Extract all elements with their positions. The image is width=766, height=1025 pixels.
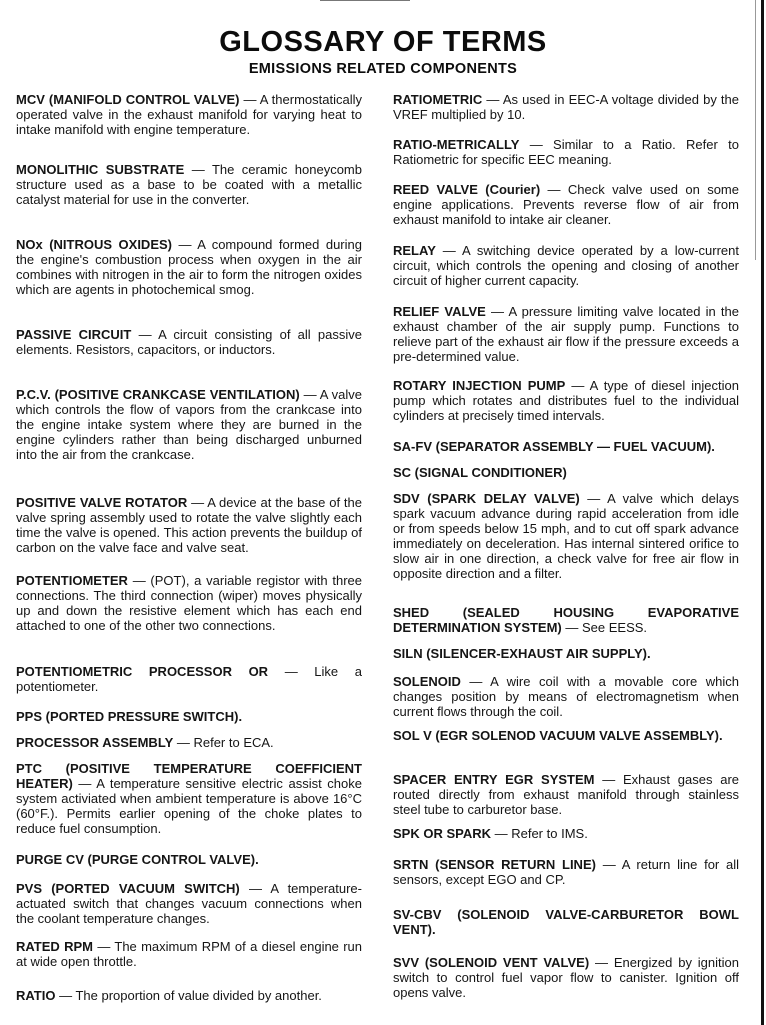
entry-term: PTC (POSITIVE TEMPERATURE COEFFICIENT HEATER) (16, 761, 362, 791)
glossary-entry-positive-valve-rotator (16, 495, 362, 555)
entry-definition: — A device at the base of the valve spring assembly used to rotate the valve slightly each time the valve is opened. This action prevents the buildup of carbon on the valve face and valve seat. (16, 495, 362, 555)
entry-term: P.C.V. (POSITIVE CRANKCASE VENTILATION) (16, 387, 300, 402)
entry-term: SC (SIGNAL CONDITIONER) (393, 465, 567, 480)
glossary-entry-ratio-metrically (393, 137, 739, 167)
entry-definition: — As used in EEC-A voltage divided by the VREF multiplied by 10. (393, 92, 739, 122)
glossary-entry-sdv (393, 491, 739, 581)
entry-definition: — A valve which controls the flow of vapors from the crankcase into the engine intake system where they are burned in the engine cylinders rather than being discharged unburned into the air from the crankcase. (16, 387, 362, 462)
glossary-entry-rated-rpm (16, 939, 362, 969)
glossary-entry-rotary-injection-pump (393, 378, 739, 423)
page-title: GLOSSARY OF TERMS (219, 26, 547, 58)
entry-definition: — A circuit consisting of all passive elements. Resistors, capacitors, or inductors. (16, 327, 363, 357)
glossary-entry-potentiometric-processor (16, 664, 362, 694)
entry-term: SA-FV (SEPARATOR ASSEMBLY — FUEL VACUUM). (393, 439, 715, 454)
entry-definition: — A return line for all sensors, except EGO and CP. (393, 857, 740, 887)
entry-term: POSITIVE VALVE ROTATOR (16, 495, 188, 510)
entry-term: POTENTIOMETRIC PROCESSOR OR (16, 664, 269, 679)
glossary-entry-reed-valve (393, 182, 739, 227)
entry-definition: — A pressure limiting valve located in the exhaust chamber of the air supply pump. Functions to relieve part of the exhaust air flow if the pressure exceeds a pre-determined value. (393, 304, 740, 364)
glossary-entry-ratio (16, 988, 366, 1003)
glossary-entry-spk (393, 826, 739, 841)
entry-definition: — (POT), a variable registor with three connections. The third connection (wiper) moves physically up and down the resistive element which has each end attached to one of the other two connections. (16, 573, 362, 633)
entry-definition: — A type of diesel injection pump which rotates and distributes fuel to the individual cylinders at precisely timed intervals. (393, 378, 739, 423)
entry-term: SDV (SPARK DELAY VALVE) (393, 491, 580, 506)
entry-definition: — The ceramic honeycomb structure used as a base to be coated with a metallic catalyst material for use in the converter. (16, 162, 362, 207)
glossary-entry-monolithic-substrate (16, 162, 362, 207)
entry-term: SOLENOID (393, 674, 461, 689)
glossary-entry-spacer-entry-egr (393, 772, 739, 817)
glossary-entry-siln (393, 646, 739, 661)
entry-definition: — Check valve used on some engine applications. Prevents reverse flow of air from exhaust manifold to intake air cleaner. (393, 182, 739, 227)
glossary-entry-nox (16, 237, 362, 297)
page-edge (761, 0, 764, 1025)
glossary-entry-sc (393, 465, 739, 480)
scan-line (320, 0, 410, 1)
entry-definition: — See EESS. (561, 620, 648, 635)
glossary-entry-passive-circuit (16, 327, 362, 357)
entry-term: RATED RPM (16, 939, 94, 954)
entry-definition: — Similar to a Ratio. Refer to Ratiometric for specific EEC meaning. (393, 137, 739, 167)
glossary-entry-sv-cbv (393, 907, 739, 937)
entry-term: PURGE CV (PURGE CONTROL VALVE). (16, 852, 259, 867)
entry-term: SVV (SOLENOID VENT VALVE) (393, 955, 590, 970)
entry-term: SPACER ENTRY EGR SYSTEM (393, 772, 595, 787)
glossary-entry-sa-fv (393, 439, 745, 454)
entry-term: SILN (SILENCER-EXHAUST AIR SUPPLY). (393, 646, 651, 661)
entry-term: SV-CBV (SOLENOID VALVE-CARBURETOR BOWL VENT). (393, 907, 739, 937)
entry-term: PASSIVE CIRCUIT (16, 327, 132, 342)
glossary-entry-mcv (16, 92, 362, 137)
entry-term: RATIO (16, 988, 56, 1003)
entry-definition: — Like a potentiometer. (16, 664, 362, 694)
entry-definition: — A compound formed during the engine's combustion process when oxygen in the air combines with nitrogen in the air to form the nitrogen oxides which are agents in photochemical smog. (16, 237, 362, 297)
glossary-entry-sol-v (393, 728, 739, 743)
entry-term: RATIOMETRIC (393, 92, 483, 107)
entry-definition: — Energized by ignition switch to control fuel vapor flow to canister. Ignition off opens valve. (393, 955, 739, 1000)
entry-definition: — Refer to ECA. (173, 735, 274, 750)
entry-definition: — A wire coil with a movable core which changes position by means of electromagnetism when current flows through the coil. (393, 674, 739, 719)
entry-term: NOx (NITROUS OXIDES) (16, 237, 172, 252)
entry-term: SOL V (EGR SOLENOD VACUUM VALVE ASSEMBLY). (393, 728, 723, 743)
entry-term: POTENTIOMETER (16, 573, 128, 588)
entry-term: RATIO-METRICALLY (393, 137, 520, 152)
entry-term: ROTARY INJECTION PUMP (393, 378, 566, 393)
glossary-entry-pvs (16, 881, 362, 926)
entry-definition: — A valve which delays spark vacuum advance during rapid acceleration from idle or from speeds below 15 mph, and to cut off spark advance immediately on deceleration. Has internal sintered orifice to slow air in one direction, a check valve for free air flow in opposite direction and a filter. (393, 491, 739, 581)
glossary-entry-potentiometer (16, 573, 362, 633)
glossary-entry-shed (393, 605, 739, 635)
entry-term: PVS (PORTED VACUUM SWITCH) (16, 881, 240, 896)
entry-term: RELAY (393, 243, 436, 258)
glossary-entry-pcv (16, 387, 362, 462)
entry-term: MONOLITHIC SUBSTRATE (16, 162, 185, 177)
glossary-entry-purge-cv (16, 852, 362, 867)
entry-definition: — Refer to IMS. (491, 826, 588, 841)
entry-term: PROCESSOR ASSEMBLY (16, 735, 174, 750)
page-subtitle: EMISSIONS RELATED COMPONENTS (248, 61, 518, 77)
glossary-entry-srtn (393, 857, 739, 887)
glossary-entry-solenoid (393, 674, 739, 719)
glossary-entry-svv (393, 955, 739, 1000)
entry-definition: — A thermostatically operated valve in the exhaust manifold for varying heat to intake manifold with engine temperature. (16, 92, 362, 137)
glossary-entry-ratiometric (393, 92, 739, 122)
entry-term: RELIEF VALVE (393, 304, 486, 319)
entry-definition: — A temperature-actuated switch that changes vacuum connections when the coolant temperature changes. (16, 881, 362, 926)
entry-definition: — The proportion of value divided by another. (55, 988, 322, 1003)
entry-term: REED VALVE (Courier) (393, 182, 541, 197)
glossary-entry-relay (393, 243, 739, 288)
entry-definition: — A temperature sensitive electric assist choke system activiated when ambient temperature is above 16°C (60°F.). Permits earlier opening of the choke plates to reduce fuel consumption. (16, 776, 362, 836)
glossary-entry-processor-assembly (16, 735, 362, 750)
entry-term: PPS (PORTED PRESSURE SWITCH). (16, 709, 243, 724)
entry-term: SRTN (SENSOR RETURN LINE) (393, 857, 596, 872)
entry-term: SPK OR SPARK (393, 826, 491, 841)
glossary-entry-pps (16, 709, 362, 724)
entry-definition: — A switching device operated by a low-current circuit, which controls the opening and closing of another circuit of higher current capacity. (393, 243, 739, 288)
entry-term: SHED (SEALED HOUSING EVAPORATIVE DETERMINATION SYSTEM) (393, 605, 739, 635)
glossary-entry-ptc (16, 761, 362, 836)
entry-term: MCV (MANIFOLD CONTROL VALVE) (16, 92, 240, 107)
glossary-entry-relief-valve (393, 304, 739, 364)
entry-definition: — The maximum RPM of a diesel engine run at wide open throttle. (16, 939, 363, 969)
entry-definition: — Exhaust gases are routed directly from exhaust manifold through stainless steel tube to carburetor base. (393, 772, 739, 817)
